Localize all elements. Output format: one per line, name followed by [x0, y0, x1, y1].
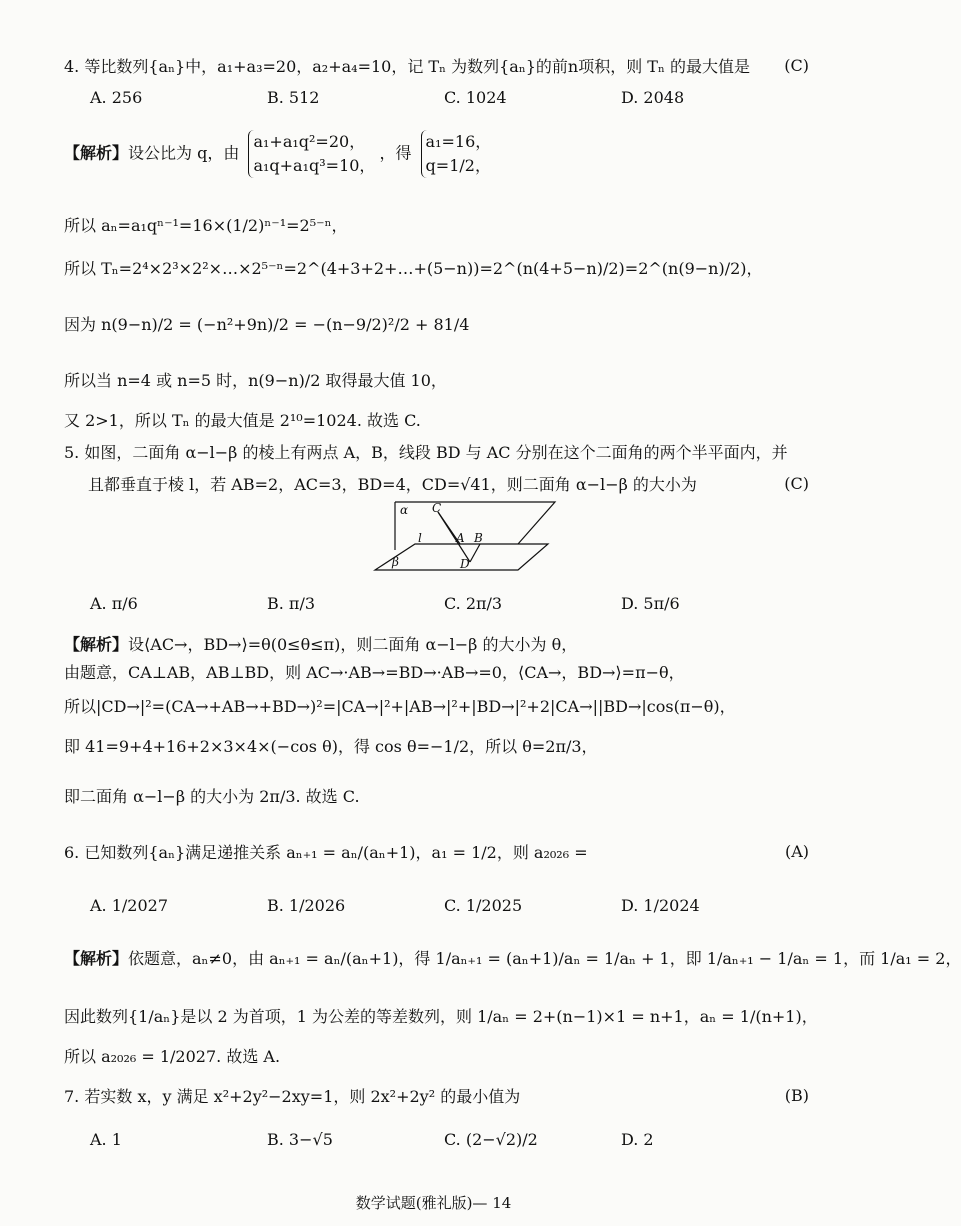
q7-option-c: C. (2−√2)/2	[444, 1130, 538, 1149]
q5-line5: 即二面角 α−l−β 的大小为 2π/3. 故选 C.	[64, 787, 360, 806]
q4-line4: 因为 n(9−n)/2 = (−n²+9n)/2 = −(n−9/2)²/2 + 81/4	[64, 315, 470, 334]
q7-stem: 7. 若实数 x，y 满足 x²+2y²−2xy=1，则 2x²+2y² 的最小值为	[64, 1087, 521, 1106]
page-footer: 数学试题(雅礼版)— 14	[355, 1194, 512, 1212]
q5-option-a: A. π/6	[90, 594, 138, 613]
label-d: D	[460, 557, 470, 571]
q5-line4: 即 41=9+4+16+2×3×4×(−cos θ)，得 cos θ=−1/2，所以 θ=2π/3，	[64, 737, 598, 756]
q4-options	[90, 88, 827, 107]
q4-line5: 所以当 n=4 或 n=5 时，n(9−n)/2 取得最大值 10，	[64, 371, 447, 390]
q6-option-c: C. 1/2025	[444, 896, 523, 915]
q5-answer: (C)	[784, 474, 809, 493]
label-b: B	[474, 531, 483, 545]
q5-stem-2: 且都垂直于棱 l，若 AB=2，AC=3，BD=4，CD=√41，则二面角 α−l−β 的大小为	[88, 475, 697, 494]
q4-option-b: B. 512	[267, 88, 320, 107]
q6-analysis-1: 【解析】依题意，aₙ≠0，由 aₙ₊₁ = aₙ/(aₙ+1)，得 1/aₙ₊₁ = (aₙ+1)/aₙ = 1/aₙ + 1，即 1/aₙ₊₁ − 1/aₙ = 1，而 1/a₁ = 2，	[64, 949, 961, 968]
q7-option-b: B. 3−√5	[267, 1130, 333, 1149]
q6-line3: 所以 a₂₀₂₆ = 1/2027. 故选 A.	[64, 1047, 281, 1066]
q6-stem: 6. 已知数列{aₙ}满足递推关系 aₙ₊₁ = aₙ/(aₙ+1)，a₁ = 1/2，则 a₂₀₂₆ =	[64, 843, 588, 862]
q4-answer: (C)	[784, 56, 809, 75]
q5-option-d: D. 5π/6	[621, 594, 680, 613]
q5-dihedral-figure	[370, 500, 560, 582]
q5-analysis-1: 【解析】设⟨AC→，BD→⟩=θ(0≤θ≤π)，则二面角 α−l−β 的大小为 θ，	[64, 635, 578, 654]
label-a: A	[456, 531, 465, 545]
q4-option-d: D. 2048	[621, 88, 685, 107]
q4-option-a: A. 256	[90, 88, 143, 107]
q5-line2: 由题意，CA⊥AB，AB⊥BD，则 AC→·AB→=BD→·AB→=0，⟨CA→，BD→⟩=π−θ，	[64, 663, 685, 682]
segment-cd	[438, 512, 470, 562]
q6-options	[90, 896, 827, 915]
q4-analysis-1: 【解析】设公比为 q，由 a₁+a₁q²=20， a₁q+a₁q³=10， ，得 a₁=16， q=1/2，	[64, 130, 827, 178]
q4-stem: 4. 等比数列{aₙ}中，a₁+a₃=20，a₂+a₄=10，记 Tₙ 为数列{aₙ}的前n项积，则 Tₙ 的最大值是	[64, 57, 750, 76]
q7-option-a: A. 1	[90, 1130, 122, 1149]
label-l: l	[418, 531, 422, 545]
q4-line6: 又 2>1，所以 Tₙ 的最大值是 2¹⁰=1024. 故选 C.	[64, 411, 421, 430]
label-beta: β	[392, 555, 399, 569]
segment-bd	[470, 544, 480, 562]
q6-answer: (A)	[784, 842, 809, 861]
label-c: C	[432, 501, 442, 515]
q5-stem-1: 5. 如图，二面角 α−l−β 的棱上有两点 A，B，线段 BD 与 AC 分别在这个二面角的两个半平面内，并	[64, 443, 788, 462]
label-alpha: α	[400, 503, 409, 517]
q5-line3: 所以|CD→|²=(CA→+AB→+BD→)²=|CA→|²+|AB→|²+|BD→|²+2|CA→||BD→|cos(π−θ)，	[64, 697, 736, 716]
q5-option-c: C. 2π/3	[444, 594, 503, 613]
q6-option-a: A. 1/2027	[90, 896, 169, 915]
q5-option-b: B. π/3	[267, 594, 316, 613]
q6-line2: 因此数列{1/aₙ}是以 2 为首项，1 为公差的等差数列，则 1/aₙ = 2+(n−1)×1 = n+1，aₙ = 1/(n+1)，	[64, 1007, 818, 1026]
q7-answer: (B)	[784, 1086, 809, 1105]
q5-options	[90, 594, 827, 613]
q4-option-c: C. 1024	[444, 88, 507, 107]
q4-line2: 所以 aₙ=a₁qⁿ⁻¹=16×(1/2)ⁿ⁻¹=2⁵⁻ⁿ，	[64, 216, 348, 235]
q4-line3: 所以 Tₙ=2⁴×2³×2²×…×2⁵⁻ⁿ=2^(4+3+2+…+(5−n))=2^(n(4+5−n)/2)=2^(n(9−n)/2)，	[64, 259, 763, 278]
q7-options	[90, 1130, 827, 1149]
q7-option-d: D. 2	[621, 1130, 654, 1149]
q6-option-b: B. 1/2026	[267, 896, 346, 915]
q6-option-d: D. 1/2024	[621, 896, 700, 915]
